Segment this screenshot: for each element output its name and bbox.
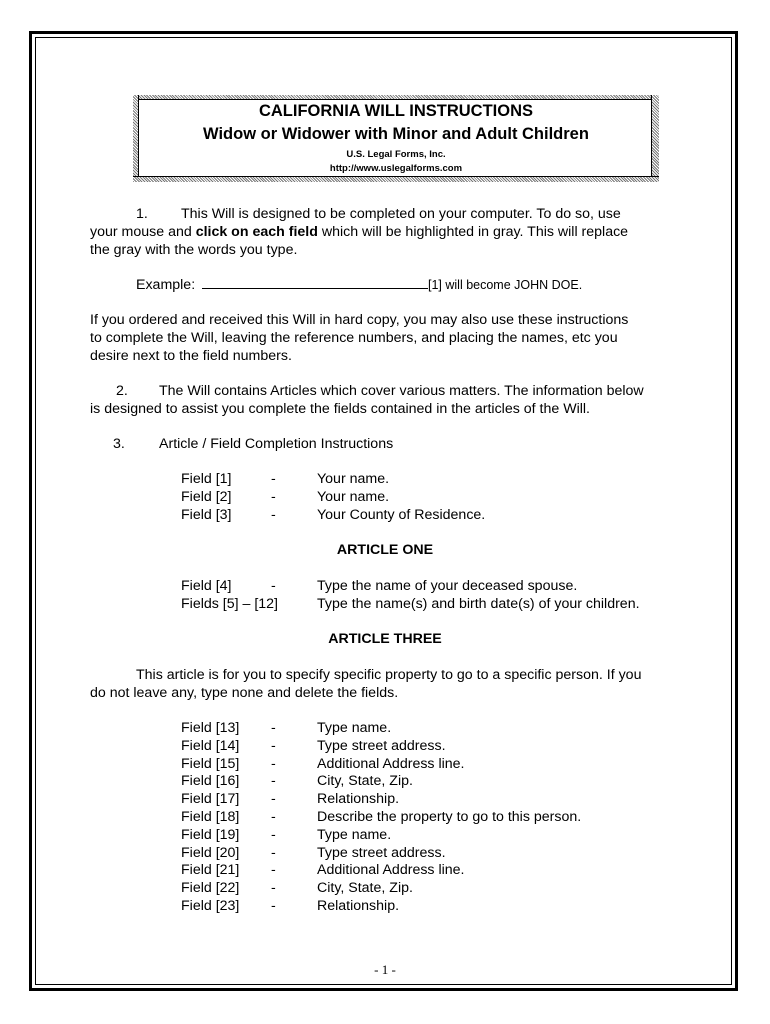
item2-number: 2.	[116, 383, 128, 399]
field-description: Describe the property to go to this person.	[317, 809, 582, 825]
field-description: Relationship.	[317, 791, 400, 807]
field-dash: -	[271, 880, 276, 896]
item1-line2	[90, 223, 628, 241]
item1-line3: the gray with the words you type.	[90, 242, 298, 258]
article-three-intro-line1: This article is for you to specify specific property to go to a specific person. If you	[136, 667, 642, 683]
example-suffix: [1] will become JOHN DOE.	[428, 278, 583, 292]
field-label: Fields [5] – [12]	[181, 596, 278, 612]
company-url: http://www.uslegalforms.com	[329, 163, 463, 174]
field-label: Field [23]	[181, 898, 240, 914]
item3-number: 3.	[113, 436, 125, 452]
field-description: Additional Address line.	[317, 862, 465, 878]
item1-line2-post: which will be highlighted in gray. This will replace	[317, 224, 629, 240]
field-label: Field [2]	[181, 489, 232, 505]
item1-line2-pre: your mouse and	[90, 224, 196, 240]
field-dash: -	[271, 827, 276, 843]
field-dash: -	[271, 773, 276, 789]
article-one-heading: ARTICLE ONE	[336, 542, 434, 558]
field-dash: -	[271, 578, 276, 594]
field-dash: -	[271, 738, 276, 754]
document-subtitle: Widow or Widower with Minor and Adult Children	[203, 125, 589, 143]
field-description: Type street address.	[317, 845, 446, 861]
field-description: Type the name of your deceased spouse.	[317, 578, 578, 594]
field-description: Your name.	[317, 471, 390, 487]
field-dash: -	[271, 845, 276, 861]
field-description: Relationship.	[317, 898, 400, 914]
title-box-shade	[133, 95, 659, 100]
field-description: Type name.	[317, 827, 392, 843]
field-description: Type street address.	[317, 738, 446, 754]
field-dash: -	[271, 489, 276, 505]
item2-line1: The Will contains Articles which cover various matters. The information below	[159, 383, 644, 399]
field-label: Field [3]	[181, 507, 232, 523]
company-name: U.S. Legal Forms, Inc.	[346, 149, 446, 160]
field-description: City, State, Zip.	[317, 773, 413, 789]
field-label: Field [21]	[181, 862, 240, 878]
field-description: Additional Address line.	[317, 756, 465, 772]
field-label: Field [14]	[181, 738, 240, 754]
field-label: Field [13]	[181, 720, 240, 736]
field-description: City, State, Zip.	[317, 880, 413, 896]
hardcopy-line1: If you ordered and received this Will in hard copy, you may also use these instructions	[90, 312, 629, 328]
article-three-heading: ARTICLE THREE	[328, 631, 442, 647]
example-blank-line	[202, 276, 428, 289]
field-label: Field [16]	[181, 773, 240, 789]
field-dash: -	[271, 471, 276, 487]
item1-line2-bold: click on each field	[195, 224, 318, 240]
document-title: CALIFORNIA WILL INSTRUCTIONS	[258, 102, 534, 120]
hardcopy-line3: desire next to the field numbers.	[90, 348, 292, 364]
field-label: Field [20]	[181, 845, 240, 861]
field-dash: -	[271, 507, 276, 523]
field-dash: -	[271, 791, 276, 807]
field-label: Field [18]	[181, 809, 240, 825]
field-dash: -	[271, 756, 276, 772]
item1-number: 1.	[136, 206, 148, 222]
field-label: Field [19]	[181, 827, 240, 843]
item1-line1: This Will is designed to be completed on your computer. To do so, use	[181, 206, 621, 222]
item3-text: Article / Field Completion Instructions	[159, 436, 394, 452]
field-dash: -	[271, 809, 276, 825]
field-label: Field [4]	[181, 578, 232, 594]
field-description: Your County of Residence.	[317, 507, 486, 523]
field-dash: -	[271, 720, 276, 736]
item2-line2: is designed to assist you complete the fields contained in the articles of the Will.	[90, 401, 590, 417]
article-three-intro-line2: do not leave any, type none and delete the fields.	[90, 685, 399, 701]
field-description: Your name.	[317, 489, 390, 505]
field-label: Field [15]	[181, 756, 240, 772]
field-description: Type name.	[317, 720, 392, 736]
field-description: Type the name(s) and birth date(s) of your children.	[317, 596, 640, 612]
field-label: Field [22]	[181, 880, 240, 896]
field-label: Field [17]	[181, 791, 240, 807]
field-label: Field [1]	[181, 471, 232, 487]
example-label: Example:	[136, 277, 196, 293]
field-dash: -	[271, 862, 276, 878]
hardcopy-line2: to complete the Will, leaving the reference numbers, and placing the names, etc you	[90, 330, 618, 346]
page-number: - 1 -	[374, 962, 396, 977]
field-dash: -	[271, 898, 276, 914]
title-box-shade	[133, 176, 659, 182]
example-blank	[202, 276, 582, 294]
